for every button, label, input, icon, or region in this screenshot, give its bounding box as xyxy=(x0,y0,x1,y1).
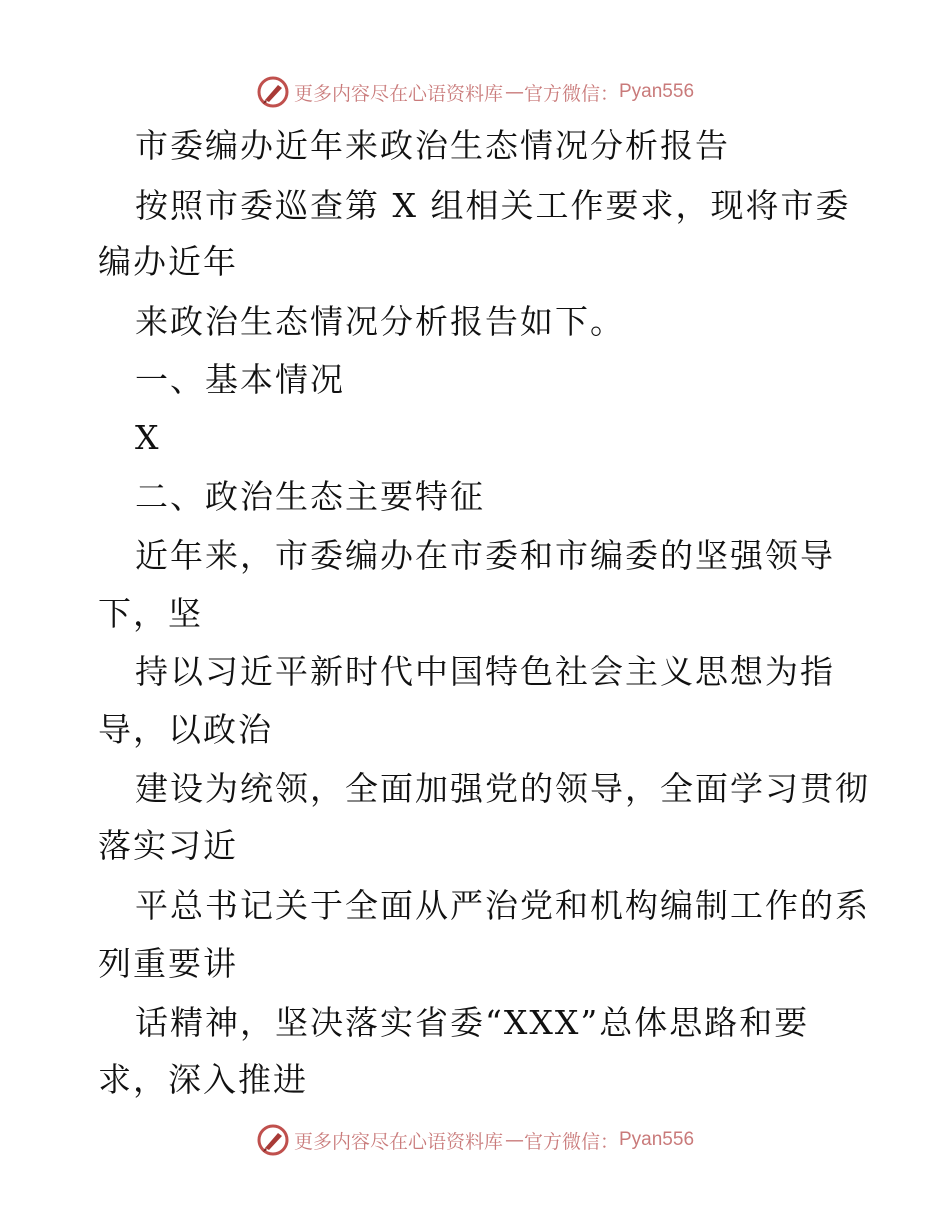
watermark-handle: Pyan556 xyxy=(619,1129,695,1150)
watermark-wechat-label: 官方微信： xyxy=(523,82,619,105)
paragraph-line: 求，深入推进 xyxy=(98,1060,308,1099)
watermark-text: 更多内容尽在心语资料库 xyxy=(293,82,503,105)
paragraph-line: 落实习近 xyxy=(98,826,238,865)
footer-watermark xyxy=(0,1120,950,1160)
watermark-text: 更多内容尽在心语资料库 xyxy=(293,1130,503,1153)
watermark-handle: Pyan556 xyxy=(619,81,695,102)
section-heading: 一、基本情况 xyxy=(135,360,345,399)
paragraph-line: 建设为统领，全面加强党的领导，全面学习贯彻 xyxy=(135,769,870,808)
paragraph-line: 持以习近平新时代中国特色社会主义思想为指 xyxy=(135,652,835,691)
paragraph-line: 编办近年 xyxy=(98,242,238,281)
watermark-dash: — xyxy=(504,1129,522,1151)
document-title: 市委编办近年来政治生态情况分析报告 xyxy=(135,126,730,165)
paragraph-line: 平总书记关于全面从严治党和机构编制工作的系 xyxy=(135,886,870,925)
paragraph-line: 按照市委巡查第 X 组相关工作要求，现将市委 xyxy=(135,186,851,225)
paragraph-line: 近年来，市委编办在市委和市编委的坚强领导 xyxy=(135,536,835,575)
paragraph-line: 来政治生态情况分析报告如下。 xyxy=(135,302,625,341)
paragraph-line: X xyxy=(135,418,161,457)
paragraph-line: 话精神，坚决落实省委“XXX”总体思路和要 xyxy=(135,1003,810,1042)
section-heading: 二、政治生态主要特征 xyxy=(135,477,485,516)
watermark-wechat-label: 官方微信： xyxy=(523,1130,619,1153)
watermark-dash: — xyxy=(504,81,522,103)
paragraph-line: 导，以政治 xyxy=(98,710,273,749)
pen-logo-icon xyxy=(256,75,290,109)
pen-logo-icon xyxy=(256,1123,290,1157)
header-watermark xyxy=(0,72,950,112)
paragraph-line: 列重要讲 xyxy=(98,944,238,983)
paragraph-line: 下，坚 xyxy=(98,594,203,633)
